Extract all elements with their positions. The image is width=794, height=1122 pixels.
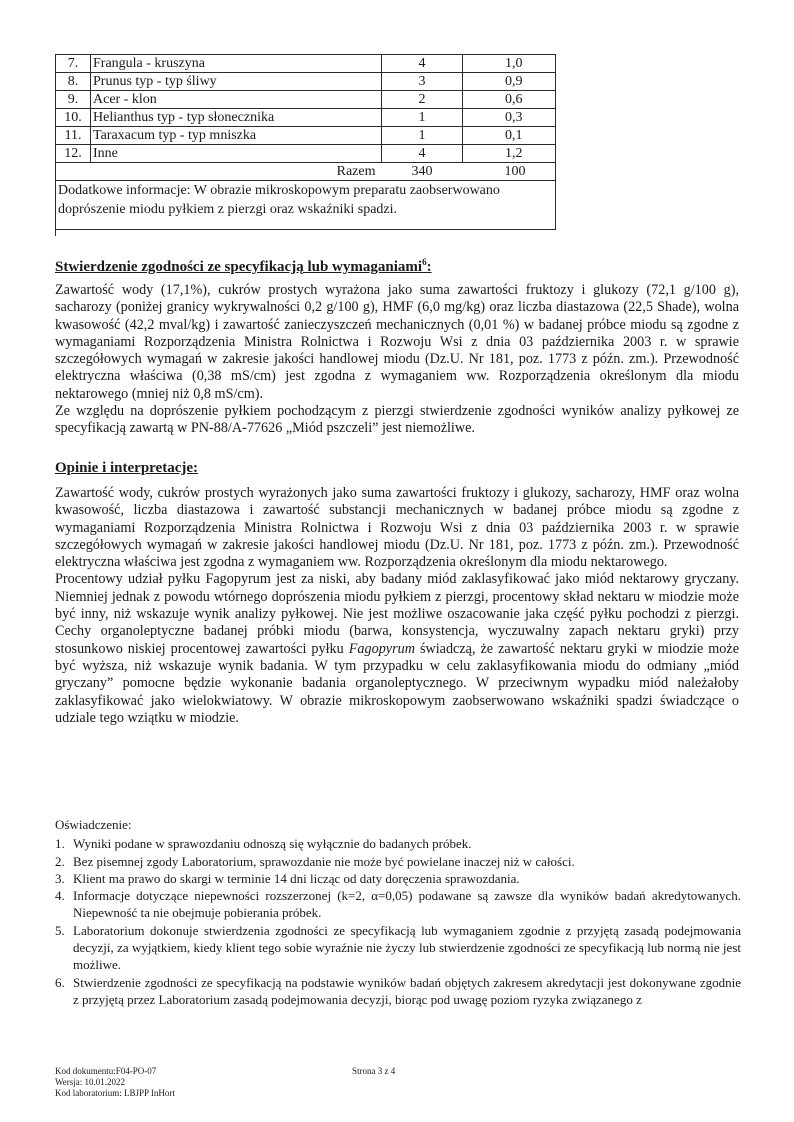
grain-count: 3 <box>382 73 463 91</box>
grain-count: 4 <box>382 55 463 73</box>
item-text: Bez pisemnej zgody Laboratorium, sprawozdanie nie może być powielane inaczej niż w całości. <box>73 853 575 869</box>
compliance-paragraph: Ze względu na doprószenie pyłkiem pochodzącym z pierzgi stwierdzenie zgodności wyników analizy pyłkowej ze specyfikacją zawartą w PN-88/A-77626 „Miód pszczeli” jest niemożliwe. <box>55 403 739 437</box>
row-number: 11. <box>56 127 91 145</box>
opinions-heading: Opinie i interpretacje: <box>55 460 199 476</box>
item-text: Klient ma prawo do skargi w terminie 14 dni licząc od daty doręczenia sprawozdania. <box>73 870 520 886</box>
percent-share: 1,2 <box>463 145 556 163</box>
list-item <box>55 870 741 887</box>
row-number: 10. <box>56 109 91 127</box>
item-text: Wyniki podane w sprawozdaniu odnoszą się wyłącznie do badanych próbek. <box>73 836 472 852</box>
item-text: Stwierdzenie zgodności ze specyfikacją na podstawie wyników badań objętych zakresem akredytacji jest dokonywane zgodnie z przyjętą przez Laboratorium zasadą podejmowania decyzji, biorąc pod uwagę poziom ryzyka związanego z <box>73 974 741 1007</box>
grain-count: 1 <box>382 127 463 145</box>
table-row <box>56 127 556 145</box>
pollen-type: Frangula - kruszyna <box>91 55 382 73</box>
total-row <box>56 163 556 181</box>
compliance-statement <box>55 282 739 438</box>
item-number: 4. <box>55 888 65 904</box>
opinions-statement <box>55 485 739 727</box>
percent-share: 0,3 <box>463 109 556 127</box>
item-number: 5. <box>55 922 65 938</box>
opinions-paragraph <box>55 571 739 727</box>
percent-share: 1,0 <box>463 55 556 73</box>
grain-count: 4 <box>382 145 463 163</box>
pollen-type: Acer - klon <box>91 91 382 109</box>
total-count: 340 <box>382 163 463 181</box>
table-row <box>56 109 556 127</box>
table-row <box>56 145 556 163</box>
pollen-type: Inne <box>91 145 382 163</box>
percent-share: 0,9 <box>463 73 556 91</box>
list-item <box>55 835 741 852</box>
compliance-heading-text: Stwierdzenie zgodności ze specyfikacją lub wymaganiami <box>55 259 423 275</box>
row-number: 8. <box>56 73 91 91</box>
total-label: Razem <box>91 163 382 181</box>
additional-info: Dodatkowe informacje: W obrazie mikroskopowym preparatu zaobserwowano doprószenie miodu pyłkiem z pierzgi oraz wskaźniki spadzi. <box>56 181 556 230</box>
opinions-text: świadczą, że zawartość nektaru gryki w miodzie może być wyższa, niż wskazuje wynik badania. W tym przypadku w celu zaklasyfikowania miodu do odmiany „miód gryczany” pomocne będzie wykonanie badania organoleptycznego. W przeciwnym wypadku miód należałoby zaklasyfikować jako wielokwiatowy. W obrazie mikroskopowym zaobserwowano wskaźniki spadzi świadczące o udziale tego wziątku w miodzie. <box>55 640 739 726</box>
pollen-type: Prunus typ - typ śliwy <box>91 73 382 91</box>
footer-document-info <box>55 1066 175 1099</box>
percent-share: 0,1 <box>463 127 556 145</box>
item-number: 6. <box>55 974 65 990</box>
laboratory-code: Kod laboratorium: LBJPP InHort <box>55 1088 175 1098</box>
compliance-paragraph: Zawartość wody (17,1%), cukrów prostych wyrażona jako suma zawartości fruktozy i glukozy (72,1 g/100 g), sacharozy (poniżej granicy wykrywalności 0,2 g/100 g), HMF (6,0 mg/kg) oraz liczba diastazowa (22,5 Shade), wolna kwasowość (42,2 mval/kg) i zawartość zanieczyszczeń mechanicznych (0,01 %) w badanej próbce miodu są zgodne z wymaganiami Rozporządzenia Ministra Rolnictwa i Rozwoju Wsi z dnia 03 października 2003 r. w sprawie szczegółowych wymagań w zakresie jakości handlowej miodu (Dz.U. Nr 181, poz. 1773 z późn. zm.). Przewodność elektryczna właściwa (0,38 mS/cm) jest zgodna z wymaganiem ww. Rozporządzenia określonym dla miodu nektarowego (mniej niż 0,8 mS/cm). <box>55 282 739 402</box>
declaration-section <box>55 816 741 1008</box>
declaration-label: Oświadczenie: <box>55 817 132 832</box>
pollen-type: Taraxacum typ - typ mniszka <box>91 127 382 145</box>
item-number: 1. <box>55 836 65 852</box>
list-item <box>55 853 741 870</box>
total-spacer <box>56 163 91 181</box>
opinions-paragraph: Zawartość wody, cukrów prostych wyrażonych jako suma zawartości fruktozy i glukozy, sacharozy, HMF oraz wolna kwasowość, liczba diastazowa i zawartość substancji mechanicznych w badanej próbce miodu są zgodne z wymaganiami Rozporządzenia Ministra Rolnictwa i Rozwoju Wsi z dnia 03 października 2003 r. w sprawie szczegółowych wymagań w zakresie jakości handlowej miodu (Dz.U. Nr 181, poz. 1773 z późn. zm.). Przewodność elektryczna właściwa jest zgodna z wymaganiem ww. Rozporządzenia określonym dla miodu nektarowego. <box>55 485 739 571</box>
page-number: Strona 3 z 4 <box>352 1066 396 1076</box>
percent-share: 0,6 <box>463 91 556 109</box>
total-percent: 100 <box>463 163 556 181</box>
row-number: 7. <box>56 55 91 73</box>
item-text: Informacje dotyczące niepewności rozszerzonej (k=2, α=0,05) podawane są zawsze dla wyników badań akredytowanych. Niepewność ta nie obejmuje pobierania próbek. <box>73 888 741 921</box>
table-row <box>56 55 556 73</box>
document-code: Kod dokumentu:F04-PO-07 <box>55 1066 157 1076</box>
document-version: Wersja: 10.01.2022 <box>55 1077 126 1087</box>
table-row <box>56 73 556 91</box>
table-row <box>56 91 556 109</box>
heading-colon: : <box>426 259 432 275</box>
list-item <box>55 922 741 974</box>
item-number: 3. <box>55 870 65 886</box>
list-item <box>55 974 741 1009</box>
item-text: Laboratorium dokonuje stwierdzenia zgodności ze specyfikacją lub wymaganiem zgodnie z przyjętą zasadą podejmowania decyzji, za wyjątkiem, kiedy klient tego sobie wyraźnie nie życzy lub stwierdzenie zgodności ze specyfikacją lub normą nie jest możliwe. <box>73 922 741 973</box>
opinions-text: Procentowy udział pyłku Fagopyrum jest za niski, aby badany miód zaklasyfikować jako miód nektarowy gryczany. Niemniej jednak z powodu wtórnego doprószenia miodu pyłkiem z pierzgi, procentowy skład nektaru w miodzie może być inny, niż wskazuje wynik analizy pyłkowej. Nie jest możliwe oszacowanie jaka część pyłku pochodzi z pierzgi. Cechy organoleptyczne badanej próbki miodu (barwa, konsystencja, wyczuwalny zapach nektaru gryki) przy stosunkowo niskiej procentowej zawartości pyłku <box>55 571 739 657</box>
additional-info-row <box>56 181 556 230</box>
compliance-heading <box>55 257 432 276</box>
item-number: 2. <box>55 853 65 869</box>
grain-count: 2 <box>382 91 463 109</box>
row-number: 12. <box>56 145 91 163</box>
footnote-marker: 6 <box>422 257 427 267</box>
grain-count: 1 <box>382 109 463 127</box>
list-item <box>55 887 741 922</box>
pollen-analysis-table <box>55 54 556 230</box>
pollen-type: Helianthus typ - typ słonecznika <box>91 109 382 127</box>
table-border-tail <box>55 228 56 236</box>
declaration-list <box>55 835 741 1008</box>
row-number: 9. <box>56 91 91 109</box>
taxon-name: Fagopyrum <box>348 640 415 657</box>
